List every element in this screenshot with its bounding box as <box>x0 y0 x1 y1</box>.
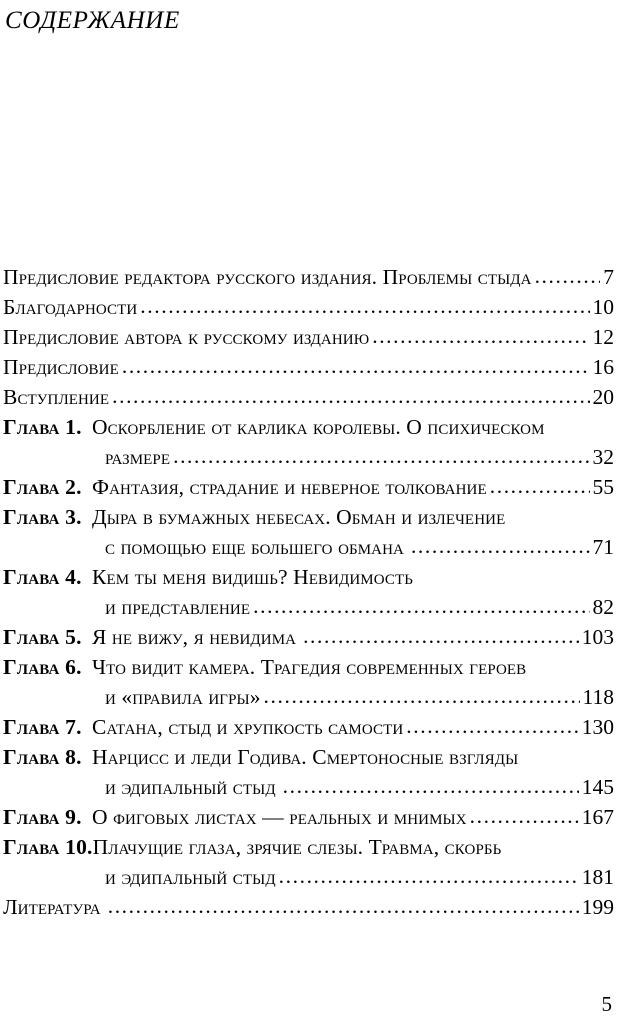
toc-entry-front-4[interactable] <box>3 382 614 412</box>
toc-row <box>3 802 614 832</box>
toc-row-continuation <box>3 682 614 712</box>
leader-dots <box>264 682 580 711</box>
leader-dots <box>112 382 589 411</box>
chapter-number: Глава 6. <box>3 655 82 679</box>
toc-entry-chapter-4[interactable] <box>3 562 614 622</box>
toc-entry-label: Литература <box>3 895 101 919</box>
toc-entry-chapter-5[interactable] <box>3 622 614 652</box>
toc-entry-chapter-10[interactable] <box>3 832 614 892</box>
toc-row <box>3 382 614 412</box>
chapter-title-line2: и эдипальный стыд <box>105 775 276 799</box>
toc-page-number: 71 <box>592 535 614 559</box>
toc-row <box>3 502 614 532</box>
toc-entry-chapter-9[interactable] <box>3 802 614 832</box>
toc-entry-chapter-8[interactable] <box>3 742 614 802</box>
chapter-number: Глава 9. <box>3 805 82 829</box>
leader-dots <box>279 862 579 891</box>
toc-entry-chapter-2[interactable] <box>3 472 614 502</box>
toc-entry-back-0[interactable] <box>3 892 614 922</box>
leader-dots <box>253 592 589 621</box>
toc-entry-label: Предисловие редактора русского издания. Проблемы стыда <box>3 265 532 289</box>
toc-page-number: 12 <box>592 325 614 349</box>
toc-entry-label: Благодарности <box>3 295 138 319</box>
page-folio-number: 5 <box>601 992 612 1016</box>
toc-entry-chapter-1[interactable] <box>3 412 614 472</box>
toc-entry-front-2[interactable] <box>3 322 614 352</box>
toc-entry-label: Предисловие автора к русскому изданию <box>3 325 370 349</box>
toc-row-continuation <box>3 772 614 802</box>
toc-row-continuation <box>3 532 614 562</box>
chapter-number: Глава 10. <box>3 835 93 859</box>
chapter-number: Глава 1. <box>3 415 82 439</box>
toc-row <box>3 742 614 772</box>
toc-row <box>3 352 614 382</box>
chapter-number: Глава 4. <box>3 565 82 589</box>
toc-page-number: 145 <box>581 775 614 799</box>
chapter-number: Глава 2. <box>3 475 82 499</box>
toc-page-number: 199 <box>581 895 614 919</box>
chapter-title-line1: Дыра в бумажных небесах. Обман и излечение <box>92 505 506 529</box>
leader-dots <box>283 772 579 801</box>
leader-dots <box>303 622 579 651</box>
chapter-title-line1: Оскорбление от карлика королевы. О психическом <box>92 415 545 439</box>
chapter-title-line2: с помощью еще большего обмана <box>105 535 404 559</box>
chapter-title-line1: О фиговых листах — реальных и мнимых <box>92 805 467 829</box>
toc-row <box>3 712 614 742</box>
chapter-title-line1: Что видит камера. Трагедия современных героев <box>92 655 527 679</box>
toc-row-continuation <box>3 592 614 622</box>
chapter-number: Глава 7. <box>3 715 82 739</box>
toc-entry-label: Вступление <box>3 385 110 409</box>
leader-dots <box>372 322 589 351</box>
toc-row-continuation <box>3 442 614 472</box>
chapter-title-line1: Фантазия, страдание и неверное толкование <box>92 475 487 499</box>
toc-page-number: 16 <box>592 355 614 379</box>
toc-page-number: 118 <box>582 685 614 709</box>
leader-dots <box>122 352 590 381</box>
leader-dots <box>108 892 579 921</box>
chapter-number: Глава 5. <box>3 625 82 649</box>
toc-page-number: 181 <box>581 865 614 889</box>
chapter-number: Глава 8. <box>3 745 82 769</box>
chapter-title-line1: Плачущие глаза, зрячие слезы. Травма, скорбь <box>92 835 502 859</box>
leader-dots <box>470 802 579 831</box>
toc-page-number: 20 <box>592 385 614 409</box>
toc-row <box>3 892 614 922</box>
chapter-title-line1: Нарцисс и леди Годива. Смертоносные взгляды <box>92 745 519 769</box>
page-title: СОДЕРЖАНИЕ <box>5 7 180 34</box>
toc-row <box>3 472 614 502</box>
toc-page-number: 103 <box>581 625 614 649</box>
leader-dots <box>535 262 601 291</box>
chapter-title-line2: размере <box>105 445 171 469</box>
toc-entry-front-1[interactable] <box>3 292 614 322</box>
leader-dots <box>140 292 589 321</box>
leader-dots <box>406 712 578 741</box>
toc-entry-chapter-6[interactable] <box>3 652 614 712</box>
toc-row <box>3 562 614 592</box>
toc-row <box>3 622 614 652</box>
leader-dots <box>411 532 590 561</box>
toc-entry-front-3[interactable] <box>3 352 614 382</box>
chapter-title-line2: и эдипальный стыд <box>105 865 276 889</box>
toc-page-number: 130 <box>581 715 614 739</box>
toc-page-number: 10 <box>592 295 614 319</box>
toc-row <box>3 292 614 322</box>
toc-entry-label: Предисловие <box>3 355 119 379</box>
toc-row <box>3 832 614 862</box>
toc-row <box>3 262 614 292</box>
chapter-title-line1: Я не вижу, я невидима <box>92 625 297 649</box>
chapter-number: Глава 3. <box>3 505 82 529</box>
toc-page-number: 167 <box>581 805 614 829</box>
chapter-title-line2: и представление <box>105 595 251 619</box>
toc-page-number: 7 <box>603 265 614 289</box>
toc-list <box>3 262 614 922</box>
chapter-title-line1: Сатана, стыд и хрупкость самости <box>92 715 404 739</box>
toc-entry-chapter-7[interactable] <box>3 712 614 742</box>
leader-dots <box>490 472 590 501</box>
toc-row-continuation <box>3 862 614 892</box>
leader-dots <box>173 442 589 471</box>
toc-entry-chapter-3[interactable] <box>3 502 614 562</box>
toc-row <box>3 412 614 442</box>
toc-row <box>3 322 614 352</box>
toc-entry-front-0[interactable] <box>3 262 614 292</box>
chapter-title-line2: и «правила игры» <box>105 685 261 709</box>
chapter-title-line1: Кем ты меня видишь? Невидимость <box>92 565 413 589</box>
toc-page-number: 55 <box>592 475 614 499</box>
toc-page-number: 32 <box>592 445 614 469</box>
toc-page-number: 82 <box>592 595 614 619</box>
toc-row <box>3 652 614 682</box>
